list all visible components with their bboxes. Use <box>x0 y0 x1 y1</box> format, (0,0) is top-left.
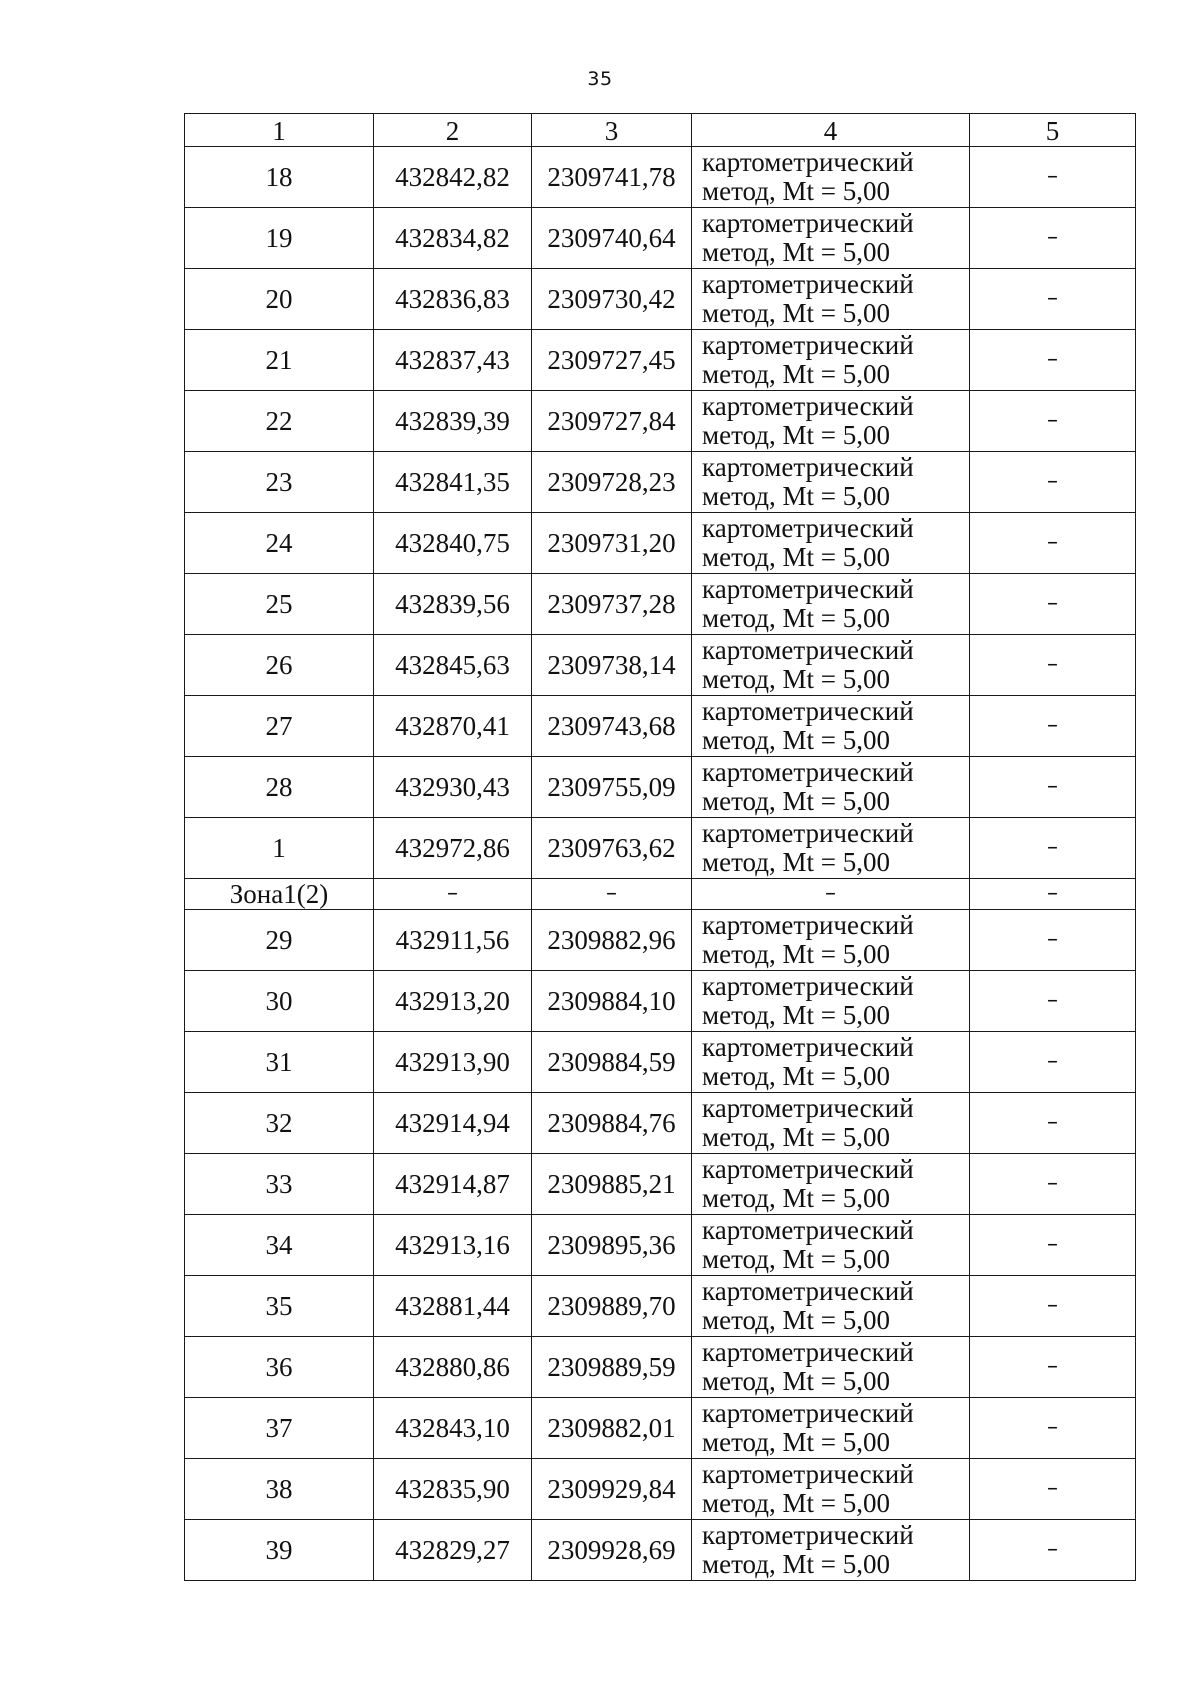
method-accuracy: метод, Mt = 5,00 <box>702 1366 890 1396</box>
method-name: картометрический <box>702 1215 914 1245</box>
method-accuracy: метод, Mt = 5,00 <box>702 939 890 969</box>
coordinate-x: 432845,63 <box>374 635 532 696</box>
coordinate-x: 432972,86 <box>374 818 532 879</box>
coordinate-y: 2309884,59 <box>532 1032 692 1093</box>
coordinate-x: 432930,43 <box>374 757 532 818</box>
zone-note: – <box>970 879 1136 910</box>
table-row <box>185 1398 1136 1459</box>
coordinate-x: 432911,56 <box>374 910 532 971</box>
method-accuracy: метод, Mt = 5,00 <box>702 847 890 877</box>
method-name: картометрический <box>702 513 914 543</box>
method-cell <box>692 574 970 635</box>
point-number: 21 <box>185 330 374 391</box>
coordinate-y: 2309727,84 <box>532 391 692 452</box>
coordinate-y: 2309755,09 <box>532 757 692 818</box>
point-number: 25 <box>185 574 374 635</box>
method-name: картометрический <box>702 757 914 787</box>
table-header-row <box>185 114 1136 147</box>
zone-method: – <box>692 879 970 910</box>
coordinate-x: 432836,83 <box>374 269 532 330</box>
note-cell: – <box>970 1459 1136 1520</box>
table-row <box>185 1215 1136 1276</box>
column-header-4: 4 <box>692 114 970 147</box>
method-accuracy: метод, Mt = 5,00 <box>702 1549 890 1579</box>
coordinate-x: 432914,87 <box>374 1154 532 1215</box>
table-row <box>185 1032 1136 1093</box>
table-row <box>185 513 1136 574</box>
table-row <box>185 910 1136 971</box>
method-name: картометрический <box>702 391 914 421</box>
method-cell <box>692 391 970 452</box>
note-cell: – <box>970 208 1136 269</box>
point-number: 22 <box>185 391 374 452</box>
note-cell: – <box>970 1398 1136 1459</box>
method-name: картометрический <box>702 971 914 1001</box>
method-name: картометрический <box>702 1093 914 1123</box>
point-number: 23 <box>185 452 374 513</box>
method-accuracy: метод, Mt = 5,00 <box>702 664 890 694</box>
coordinate-x: 432881,44 <box>374 1276 532 1337</box>
method-accuracy: метод, Mt = 5,00 <box>702 725 890 755</box>
coordinate-y: 2309884,76 <box>532 1093 692 1154</box>
point-number: 19 <box>185 208 374 269</box>
coordinate-x: 432834,82 <box>374 208 532 269</box>
method-cell <box>692 910 970 971</box>
method-name: картометрический <box>702 696 914 726</box>
note-cell: – <box>970 1520 1136 1581</box>
coordinate-y: 2309743,68 <box>532 696 692 757</box>
note-cell: – <box>970 1337 1136 1398</box>
method-name: картометрический <box>702 208 914 238</box>
method-cell <box>692 513 970 574</box>
coordinate-y: 2309889,70 <box>532 1276 692 1337</box>
coordinate-y: 2309882,01 <box>532 1398 692 1459</box>
table-row <box>185 208 1136 269</box>
coordinate-x: 432842,82 <box>374 147 532 208</box>
coordinate-y: 2309928,69 <box>532 1520 692 1581</box>
coordinate-y: 2309738,14 <box>532 635 692 696</box>
point-number: 29 <box>185 910 374 971</box>
method-cell <box>692 330 970 391</box>
coordinate-y: 2309731,20 <box>532 513 692 574</box>
method-name: картометрический <box>702 452 914 482</box>
method-accuracy: метод, Mt = 5,00 <box>702 542 890 572</box>
note-cell: – <box>970 910 1136 971</box>
method-accuracy: метод, Mt = 5,00 <box>702 1122 890 1152</box>
method-cell <box>692 1520 970 1581</box>
zone-row <box>185 879 1136 910</box>
note-cell: – <box>970 971 1136 1032</box>
method-accuracy: метод, Mt = 5,00 <box>702 1061 890 1091</box>
coordinate-x: 432880,86 <box>374 1337 532 1398</box>
point-number: 33 <box>185 1154 374 1215</box>
coordinate-y: 2309929,84 <box>532 1459 692 1520</box>
coordinate-y: 2309728,23 <box>532 452 692 513</box>
table-row <box>185 1520 1136 1581</box>
method-accuracy: метод, Mt = 5,00 <box>702 1488 890 1518</box>
coordinate-x: 432829,27 <box>374 1520 532 1581</box>
table-row <box>185 696 1136 757</box>
point-number: 36 <box>185 1337 374 1398</box>
table-row <box>185 1276 1136 1337</box>
coordinates-table <box>184 113 1136 1581</box>
coordinate-x: 432837,43 <box>374 330 532 391</box>
coordinate-x: 432843,10 <box>374 1398 532 1459</box>
table-row <box>185 757 1136 818</box>
column-header-2: 2 <box>374 114 532 147</box>
method-accuracy: метод, Mt = 5,00 <box>702 1305 890 1335</box>
table-row <box>185 635 1136 696</box>
method-accuracy: метод, Mt = 5,00 <box>702 1000 890 1030</box>
note-cell: – <box>970 696 1136 757</box>
method-name: картометрический <box>702 1459 914 1489</box>
table-row <box>185 147 1136 208</box>
method-cell <box>692 757 970 818</box>
method-name: картометрический <box>702 1398 914 1428</box>
note-cell: – <box>970 635 1136 696</box>
point-number: 24 <box>185 513 374 574</box>
point-number: 26 <box>185 635 374 696</box>
column-header-3: 3 <box>532 114 692 147</box>
method-name: картометрический <box>702 1154 914 1184</box>
method-name: картометрический <box>702 147 914 177</box>
coordinate-x: 432913,16 <box>374 1215 532 1276</box>
method-accuracy: метод, Mt = 5,00 <box>702 237 890 267</box>
note-cell: – <box>970 269 1136 330</box>
note-cell: – <box>970 1215 1136 1276</box>
method-cell <box>692 147 970 208</box>
point-number: 28 <box>185 757 374 818</box>
coordinate-x: 432835,90 <box>374 1459 532 1520</box>
coordinate-y: 2309730,42 <box>532 269 692 330</box>
zone-x: – <box>374 879 532 910</box>
method-cell <box>692 635 970 696</box>
point-number: 18 <box>185 147 374 208</box>
method-name: картометрический <box>702 1337 914 1367</box>
method-name: картометрический <box>702 269 914 299</box>
coordinate-x: 432839,56 <box>374 574 532 635</box>
table-row <box>185 818 1136 879</box>
table-row <box>185 391 1136 452</box>
method-name: картометрический <box>702 1520 914 1550</box>
method-accuracy: метод, Mt = 5,00 <box>702 1427 890 1457</box>
note-cell: – <box>970 452 1136 513</box>
note-cell: – <box>970 1093 1136 1154</box>
coordinate-x: 432839,39 <box>374 391 532 452</box>
method-cell <box>692 1398 970 1459</box>
coordinate-x: 432913,20 <box>374 971 532 1032</box>
method-cell <box>692 1276 970 1337</box>
method-cell <box>692 696 970 757</box>
note-cell: – <box>970 1276 1136 1337</box>
coordinate-x: 432841,35 <box>374 452 532 513</box>
method-cell <box>692 818 970 879</box>
point-number: 38 <box>185 1459 374 1520</box>
method-cell <box>692 1093 970 1154</box>
table-row <box>185 452 1136 513</box>
coordinate-y: 2309741,78 <box>532 147 692 208</box>
note-cell: – <box>970 1154 1136 1215</box>
method-accuracy: метод, Mt = 5,00 <box>702 1244 890 1274</box>
method-cell <box>692 1032 970 1093</box>
note-cell: – <box>970 513 1136 574</box>
column-header-5: 5 <box>970 114 1136 147</box>
method-name: картометрический <box>702 818 914 848</box>
method-name: картометрический <box>702 910 914 940</box>
table-row <box>185 971 1136 1032</box>
method-cell <box>692 971 970 1032</box>
note-cell: – <box>970 147 1136 208</box>
zone-label: Зона1(2) <box>185 879 374 910</box>
coordinate-y: 2309737,28 <box>532 574 692 635</box>
table-row <box>185 269 1136 330</box>
method-accuracy: метод, Mt = 5,00 <box>702 298 890 328</box>
point-number: 35 <box>185 1276 374 1337</box>
note-cell: – <box>970 1032 1136 1093</box>
coordinate-y: 2309740,64 <box>532 208 692 269</box>
point-number: 1 <box>185 818 374 879</box>
point-number: 39 <box>185 1520 374 1581</box>
coordinate-x: 432913,90 <box>374 1032 532 1093</box>
method-name: картометрический <box>702 635 914 665</box>
method-accuracy: метод, Mt = 5,00 <box>702 420 890 450</box>
point-number: 37 <box>185 1398 374 1459</box>
method-cell <box>692 1459 970 1520</box>
point-number: 20 <box>185 269 374 330</box>
method-cell <box>692 1215 970 1276</box>
method-cell <box>692 269 970 330</box>
method-accuracy: метод, Mt = 5,00 <box>702 603 890 633</box>
table-row <box>185 1337 1136 1398</box>
point-number: 34 <box>185 1215 374 1276</box>
table-body <box>185 114 1136 1581</box>
coordinate-y: 2309763,62 <box>532 818 692 879</box>
note-cell: – <box>970 391 1136 452</box>
method-cell <box>692 1337 970 1398</box>
coordinate-y: 2309884,10 <box>532 971 692 1032</box>
method-cell <box>692 208 970 269</box>
zone-y: – <box>532 879 692 910</box>
coordinate-y: 2309727,45 <box>532 330 692 391</box>
coordinate-x: 432870,41 <box>374 696 532 757</box>
table-row <box>185 330 1136 391</box>
point-number: 30 <box>185 971 374 1032</box>
coordinate-x: 432914,94 <box>374 1093 532 1154</box>
column-header-1: 1 <box>185 114 374 147</box>
coordinate-y: 2309885,21 <box>532 1154 692 1215</box>
method-name: картометрический <box>702 1032 914 1062</box>
note-cell: – <box>970 757 1136 818</box>
table-row <box>185 1154 1136 1215</box>
table-row <box>185 1093 1136 1154</box>
point-number: 32 <box>185 1093 374 1154</box>
coordinate-y: 2309895,36 <box>532 1215 692 1276</box>
method-accuracy: метод, Mt = 5,00 <box>702 481 890 511</box>
method-cell <box>692 1154 970 1215</box>
point-number: 31 <box>185 1032 374 1093</box>
method-cell <box>692 452 970 513</box>
method-accuracy: метод, Mt = 5,00 <box>702 359 890 389</box>
method-accuracy: метод, Mt = 5,00 <box>702 1183 890 1213</box>
note-cell: – <box>970 818 1136 879</box>
note-cell: – <box>970 574 1136 635</box>
coordinate-x: 432840,75 <box>374 513 532 574</box>
coordinate-y: 2309882,96 <box>532 910 692 971</box>
method-accuracy: метод, Mt = 5,00 <box>702 176 890 206</box>
note-cell: – <box>970 330 1136 391</box>
method-name: картометрический <box>702 330 914 360</box>
point-number: 27 <box>185 696 374 757</box>
method-accuracy: метод, Mt = 5,00 <box>702 786 890 816</box>
page-number: 35 <box>587 68 613 90</box>
table-row <box>185 1459 1136 1520</box>
table-row <box>185 574 1136 635</box>
method-name: картометрический <box>702 1276 914 1306</box>
method-name: картометрический <box>702 574 914 604</box>
coordinate-y: 2309889,59 <box>532 1337 692 1398</box>
